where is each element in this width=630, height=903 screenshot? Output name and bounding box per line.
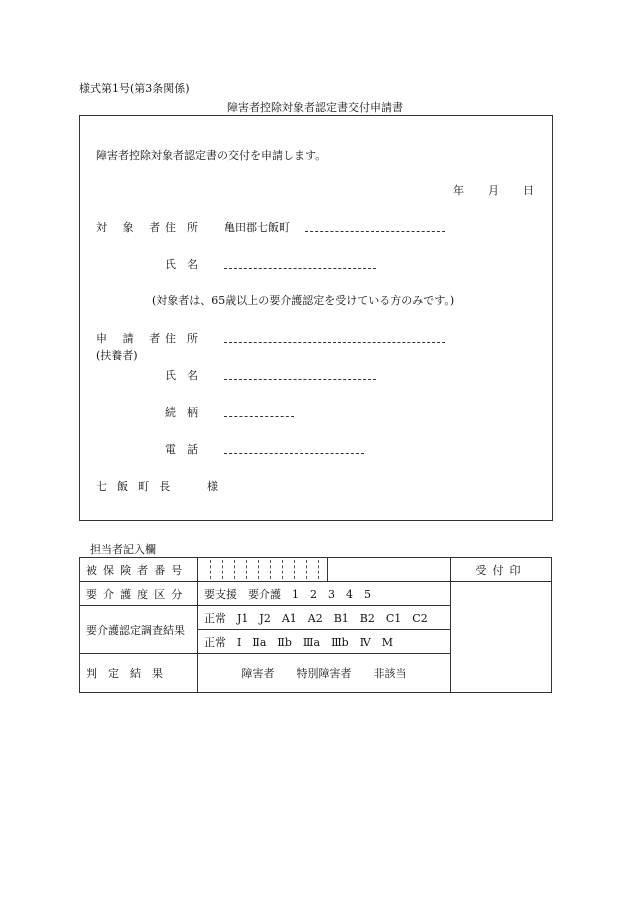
subject-name-field[interactable] [224,268,376,269]
subject-address-label: 住 所 [165,221,198,234]
subject-label: 対 象 者 [96,221,167,234]
judgment-options: 障害者 特別障害者 非該当 [198,654,451,693]
subject-address-value: 亀田郡七飯町 [224,221,290,234]
receipt-label: 受付印 [451,558,552,582]
insured-number-blank [328,558,451,582]
survey-values-1: 正常 J1 J2 A1 A2 B1 B2 C1 C2 [198,606,451,630]
intro-text: 障害者控除対象者認定書の交付を申請します。 [96,149,327,162]
insured-number-label: 被保険者番号 [80,558,198,582]
applicant-name-label: 氏 名 [165,369,198,382]
form-number: 様式第1号(第3条関係) [79,82,190,95]
applicant-sublabel: (扶養者) [96,349,138,362]
applicant-phone-field[interactable] [224,453,364,454]
addressee-honorific: 様 [207,480,218,493]
judgment-label: 判 定 結 果 [80,654,198,693]
addressee-label: 七 飯 町 長 [96,480,174,493]
applicant-relation-field[interactable] [224,416,294,417]
staff-heading: 担当者記入欄 [90,543,156,556]
survey-values-2: 正常 Ⅰ Ⅱa Ⅱb Ⅲa Ⅲb Ⅳ M [198,630,451,654]
applicant-label: 申 請 者 [96,332,167,345]
applicant-address-field[interactable] [224,342,445,343]
date-day: 日 [523,184,534,197]
care-level-value: 要支援 要介護 1 2 3 4 5 [198,582,451,606]
receipt-stamp-area[interactable] [451,582,552,693]
subject-address-field[interactable] [305,231,445,232]
insured-number-cells[interactable] [198,558,328,582]
application-box [79,115,553,521]
subject-note: (対象者は、65歳以上の要介護認定を受けている方のみです。) [152,294,455,307]
insured-number-row [80,558,552,582]
staff-table [79,557,552,693]
care-level-row [80,582,552,606]
applicant-relation-label: 続 柄 [165,406,198,419]
care-level-label: 要介護度区分 [80,582,198,606]
date-year: 年 [453,184,464,197]
survey-label: 要介護認定調査結果 [80,606,198,654]
applicant-name-field[interactable] [224,379,376,380]
date-month: 月 [488,184,499,197]
page-title: 障害者控除対象者認定書交付申請書 [227,101,403,114]
applicant-address-label: 住 所 [165,332,198,345]
applicant-phone-label: 電 話 [165,443,198,456]
subject-name-label: 氏 名 [165,258,198,271]
